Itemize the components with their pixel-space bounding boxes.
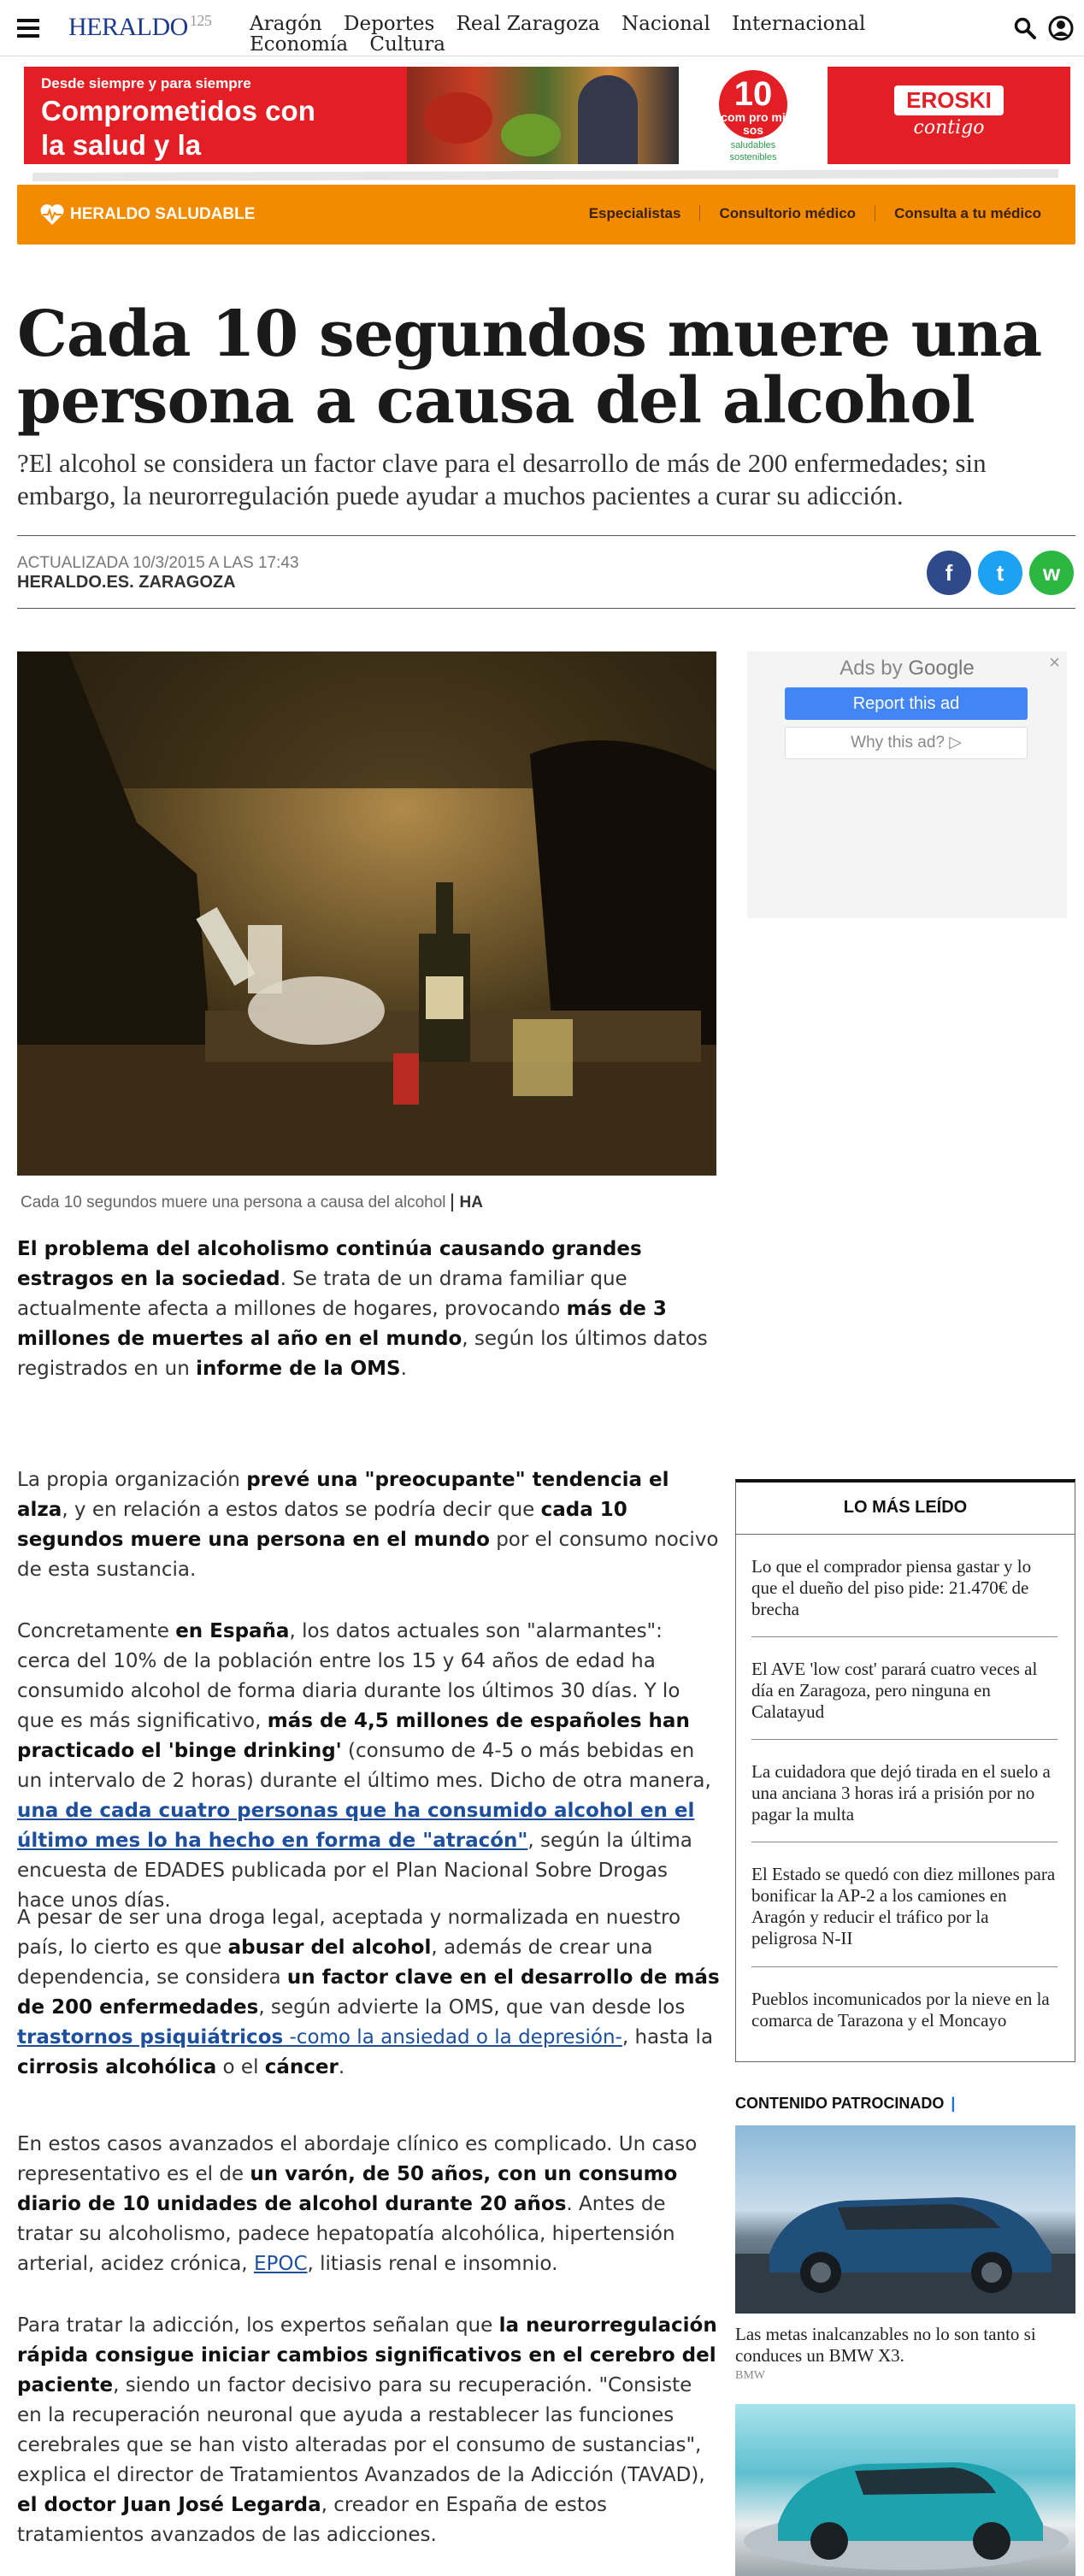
menu-consultorio[interactable]: Consultorio médico [699,205,875,221]
image-caption: Cada 10 segundos muere una persona a causa del alcohol HA [21,1194,483,1211]
divider [17,535,1075,536]
bmw-ad-image[interactable] [735,2125,1075,2314]
trastornos-link[interactable]: trastornos psiquiátricos [17,2026,284,2048]
sponsored-brand: BMW [735,2369,765,2382]
nav-item-deportes[interactable]: Deportes [344,13,435,35]
nav-item-real-zaragoza[interactable]: Real Zaragoza [456,13,600,35]
ad-small-text: Desde siempre y para siempre [41,75,251,91]
article-title: Cada 10 segundos muere una persona a causa del alcohol [17,298,1042,438]
whatsapp-share-button[interactable]: w [1029,551,1074,595]
menu-icon[interactable] [17,19,39,38]
author: HERALDO.ES. ZARAGOZA [17,573,236,592]
paragraph-1: El problema del alcoholismo continúa causando grandes estragos en la sociedad. Se trata de un drama familiar que actualmente afecta a millones de hogares, provocando más de 3 millones de muertes al año en el mundo, según los últimos datos registrados en un informe de la OMS. [17,1238,708,1380]
hero-illustration [17,651,716,1176]
main-nav [250,14,985,55]
paragraph-3: Concretamente en España, los datos actuales son "alarmantes": cerca del 10% de la población entre los 15 y 64 años de edad ha consumido alcohol de forma diaria durante los últimos 30 días. Y lo que es más significativo, más de 4,5 millones de españoles han practicado el 'binge drinking' (consumo de 4-5 o más bebidas en un intervalo de 2 horas) durante el último mes. Dicho de otra manera, una de cada cuatro personas que ha consumido alcohol en el último mes lo ha hecho en forma de "atracón", según la última encuesta de EDADES publicada por el Plan Nacional Sobre Drogas hace unos días. [17,1620,711,1912]
car-illustration [735,2125,1075,2314]
nav-item-cultura[interactable]: Cultura [369,33,445,56]
sponsored-title[interactable]: Las metas inalcanzables no lo son tanto si conduces un BMW X3. [735,2324,1036,2366]
eroski-ad-banner[interactable] [24,67,1070,164]
menu-consulta-medico[interactable]: Consulta a tu médico [875,205,1060,221]
close-icon[interactable]: × [1049,651,1060,673]
article-subtitle: ?El alcohol se considera un factor clave para el desarrollo de más de 200 enfermedades; sin embargo, la neurorregulación puede ayudar a muchos pacientes a curar su adicción. [17,448,987,510]
heart-pulse-icon [39,203,65,226]
twitter-share-button[interactable]: t [978,551,1022,595]
google-ad-box [747,651,1067,918]
epoc-link[interactable]: EPOC [253,2253,308,2275]
divider [17,608,1075,609]
paragraph-6: Para tratar la adicción, los expertos señalan que la neurorregulación rápida consigue iniciar cambios significativos en el cerebro del paciente, siendo un factor decisivo para su recuperación. "Consiste en la recuperación neuronal que ayuda a restablecer las funciones cerebrales que se han visto alteradas por el consumo de sustancias", explica el director de Tratamientos Avanzados de la Adicción (TAVAD), el doctor Juan José Legarda, creador en España de estos tratamientos avanzados de las adicciones. [17,2314,717,2546]
most-read-item[interactable]: La cuidadora que dejó tirada en el suelo a una anciana 3 horas irá a prisión por no pagar la multa [751,1761,1051,1824]
binge-drinking-link[interactable]: una de cada cuatro personas que ha consumido alcohol en el último mes lo ha hecho en forma de "atracón" [17,1800,695,1852]
most-read-item[interactable]: El Estado se quedó con diez millones para bonificar la AP-2 a los camiones en Aragón y reducir el tráfico por la peligrosa N-II [751,1864,1056,1948]
most-read-item[interactable]: Pueblos incomunicados por la nieve en la comarca de Tarazona y el Moncayo [751,1989,1050,2031]
ad-headline-2: la salud y la [41,129,202,161]
why-this-ad-button[interactable]: Why this ad? ▷ [785,727,1028,759]
site-logo[interactable]: HERALDO $^{125}$ [68,12,212,41]
section-logo[interactable]: HERALDO SALUDABLE [39,203,255,226]
nav-item-internacional[interactable]: Internacional [732,13,866,35]
ad-photo [407,67,679,164]
facebook-share-button[interactable]: f [927,551,971,595]
ad-eroski-logo: EROSKI contigo [828,67,1070,164]
paragraph-5: En estos casos avanzados el abordaje clínico es complicado. Un caso representativo es el de un varón, de 50 años, con un consumo diario de 10 unidades de alcohol durante 20 años. Antes de tratar su alcoholismo, padece hepatopatía alcohólica, hipertensión arterial, acidez crónica, EPOC, litiasis renal e insomnio. [17,2133,698,2275]
car-illustration-2 [735,2404,1075,2576]
top-header [0,0,1084,56]
most-read-item[interactable]: El AVE 'low cost' parará cuatro veces al día en Zaragoza, pero ninguna en Calatayud [751,1659,1038,1722]
most-read-box [735,1479,1075,2062]
nav-item-nacional[interactable]: Nacional [622,13,710,35]
ansiedad-link[interactable]: -como la ansiedad o la depresión- [283,2026,622,2048]
paragraph-4: A pesar de ser una droga legal, aceptada y normalizada en nuestro país, lo cierto es que abusar del alcohol, además de crear una dependencia, se considera un factor clave en el desarrollo de más de 200 enfermedades, según advierte la OMS, que van desde los trastornos psiquiátricos -como la ansiedad o la depresión-, hasta la cirrosis alcohólica o el cáncer. [17,1907,720,2078]
updated-date: ACTUALIZADA 10/3/2015 A LAS 17:43 [17,554,299,572]
sponsored-image-2[interactable] [735,2404,1075,2576]
ad-headline-1: Comprometidos con [41,95,315,127]
most-read-item[interactable]: Lo que el comprador piensa gastar y lo que el dueño del piso pide: 21.470€ de brecha [751,1556,1032,1619]
user-icon[interactable] [1048,15,1074,41]
sponsored-label: CONTENIDO PATROCINADO | [735,2095,956,2112]
nav-item-aragon[interactable]: Aragón [250,13,322,35]
report-ad-button[interactable]: Report this ad [785,687,1028,720]
paragraph-2: La propia organización prevé una "preocupante" tendencia el alza, y en relación a estos datos se podría decir que cada 10 segundos muere una persona en el mundo por el consumo nocivo de esta sustancia. [17,1469,719,1581]
ad-compromisos-badge: 10 com pro mi sos saludables sostenibles [679,67,828,164]
search-icon[interactable] [1014,17,1036,39]
menu-especialistas[interactable]: Especialistas [588,205,681,221]
section-menu [570,205,1060,222]
ads-by-google: Ads by Google [840,657,975,680]
ad-text-panel [24,67,407,164]
article-image[interactable] [17,651,716,1176]
most-read-title: LO MÁS LEÍDO [843,1498,968,1517]
section-bar [17,185,1075,245]
nav-item-economia[interactable]: Economía [250,33,349,56]
